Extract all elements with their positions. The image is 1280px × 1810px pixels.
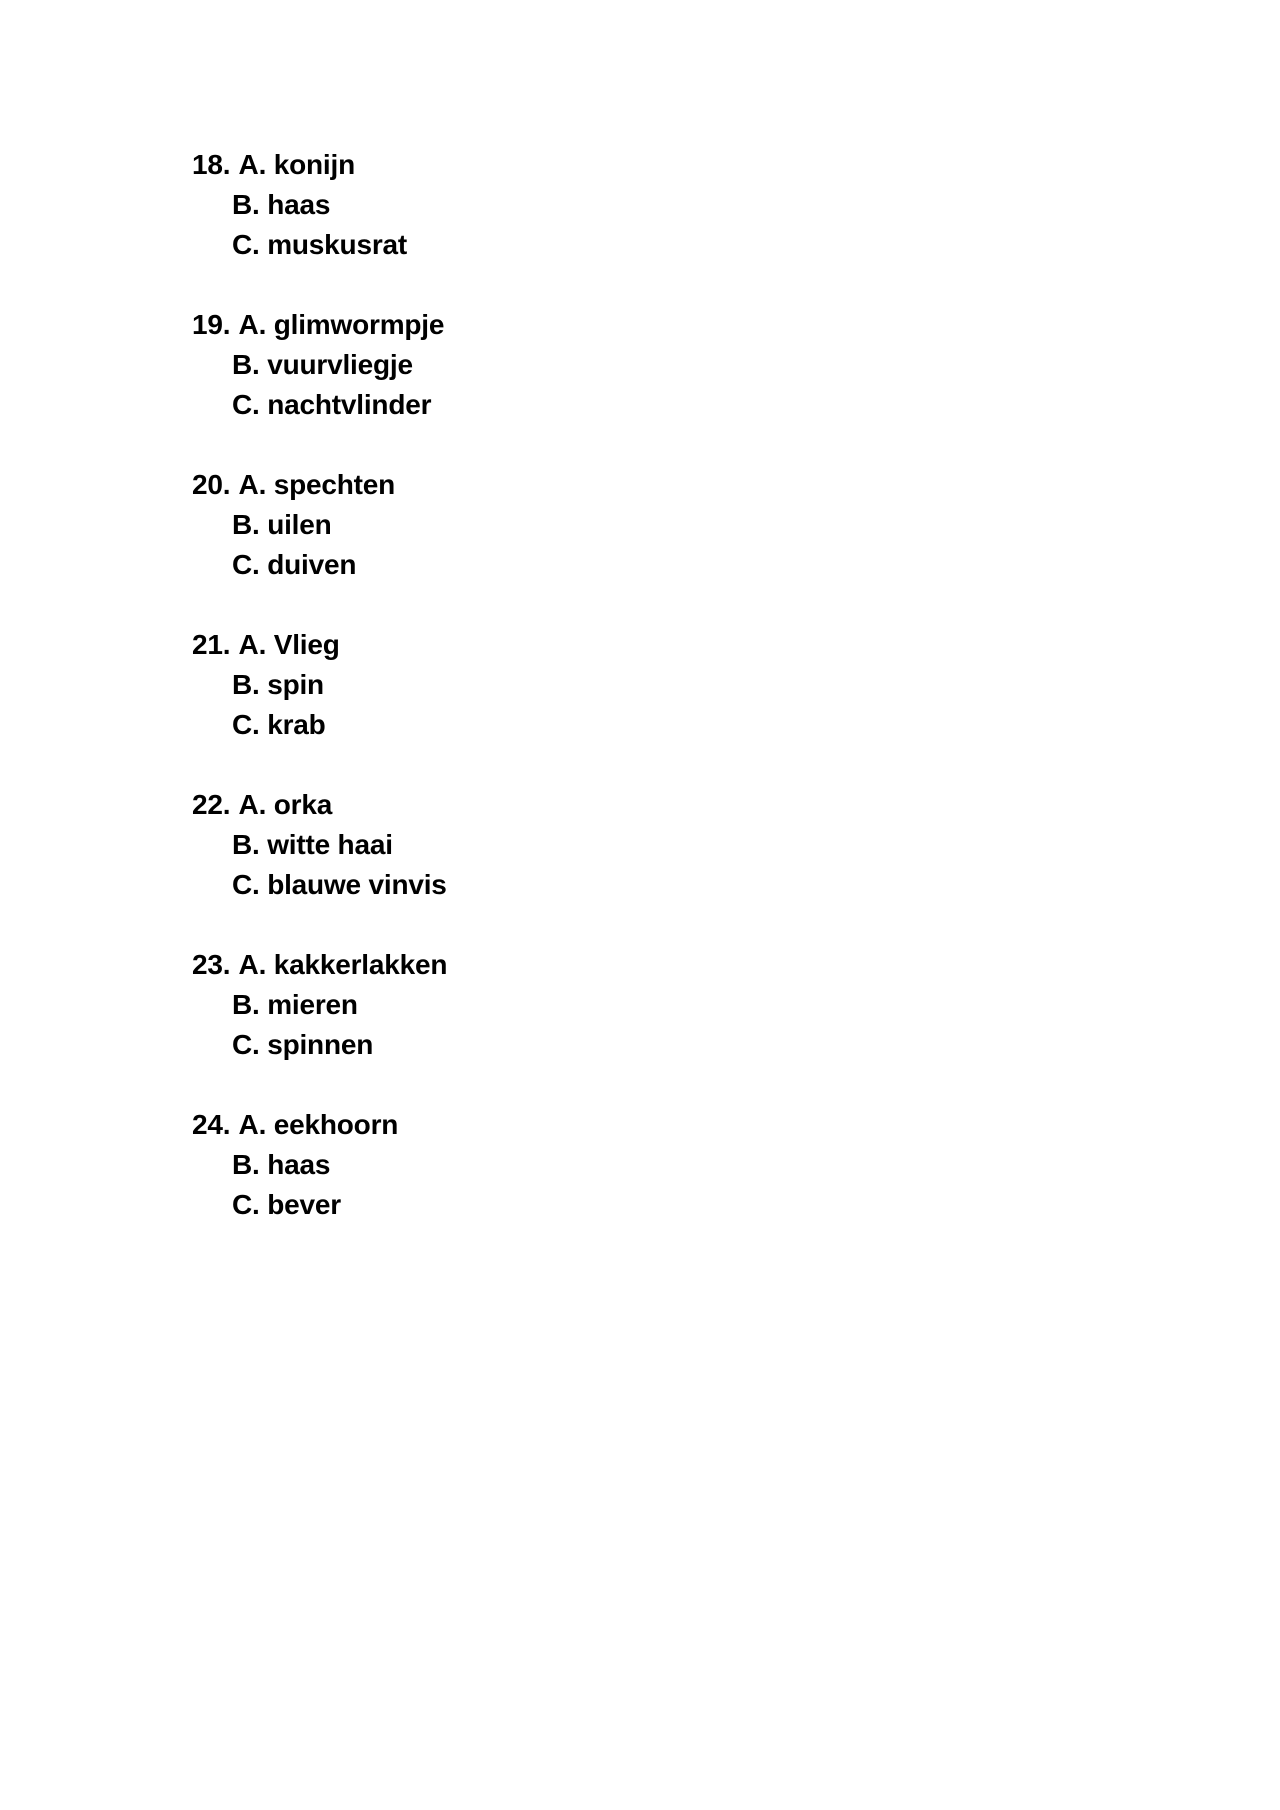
question-24	[192, 1105, 1092, 1225]
question-number: 24.	[192, 1109, 231, 1140]
option-letter: B.	[232, 989, 260, 1020]
option-text: mieren	[267, 989, 358, 1020]
option-a	[192, 945, 1092, 985]
option-text: duiven	[267, 549, 357, 580]
option-letter: A.	[238, 949, 267, 980]
question-number: 23.	[192, 949, 231, 980]
option-letter: C.	[232, 869, 260, 900]
option-text: muskusrat	[267, 229, 408, 260]
question-number: 18.	[192, 149, 231, 180]
option-letter: B.	[232, 669, 260, 700]
option-letter: B.	[232, 349, 260, 380]
option-c	[192, 705, 1092, 745]
option-letter: C.	[232, 549, 260, 580]
option-text: Vlieg	[273, 629, 340, 660]
option-letter: C.	[232, 229, 260, 260]
option-text: bever	[267, 1189, 341, 1220]
question-18	[192, 145, 1092, 265]
option-text: spin	[267, 669, 324, 700]
option-text: glimwormpje	[273, 309, 445, 340]
option-text: blauwe vinvis	[267, 869, 447, 900]
option-text: spechten	[273, 469, 396, 500]
question-20	[192, 465, 1092, 585]
option-letter: C.	[232, 1189, 260, 1220]
option-a	[192, 305, 1092, 345]
option-letter: A.	[238, 469, 267, 500]
option-b	[192, 825, 1092, 865]
option-text: spinnen	[267, 1029, 374, 1060]
option-letter: A.	[238, 149, 267, 180]
option-text: konijn	[273, 149, 355, 180]
option-text: haas	[267, 189, 331, 220]
option-letter: C.	[232, 1029, 260, 1060]
option-letter: B.	[232, 189, 260, 220]
option-a	[192, 785, 1092, 825]
question-22	[192, 785, 1092, 905]
option-letter: C.	[232, 389, 260, 420]
question-19	[192, 305, 1092, 425]
question-number: 19.	[192, 309, 231, 340]
question-number: 22.	[192, 789, 231, 820]
option-b	[192, 985, 1092, 1025]
option-letter: B.	[232, 509, 260, 540]
option-c	[192, 225, 1092, 265]
option-c	[192, 385, 1092, 425]
option-a	[192, 1105, 1092, 1145]
option-text: nachtvlinder	[267, 389, 432, 420]
option-c	[192, 545, 1092, 585]
option-b	[192, 345, 1092, 385]
question-21	[192, 625, 1092, 745]
option-b	[192, 665, 1092, 705]
option-letter: A.	[238, 789, 267, 820]
option-c	[192, 865, 1092, 905]
option-c	[192, 1185, 1092, 1225]
quiz-question-list	[192, 145, 1092, 1265]
option-b	[192, 1145, 1092, 1185]
option-letter: A.	[238, 309, 267, 340]
option-a	[192, 465, 1092, 505]
option-letter: A.	[238, 1109, 267, 1140]
option-letter: A.	[238, 629, 267, 660]
option-text: uilen	[267, 509, 332, 540]
option-text: orka	[273, 789, 333, 820]
option-text: eekhoorn	[273, 1109, 399, 1140]
option-b	[192, 185, 1092, 225]
option-b	[192, 505, 1092, 545]
question-23	[192, 945, 1092, 1065]
option-letter: B.	[232, 1149, 260, 1180]
option-a	[192, 145, 1092, 185]
option-text: kakkerlakken	[273, 949, 448, 980]
option-text: vuurvliegje	[267, 349, 413, 380]
option-a	[192, 625, 1092, 665]
option-text: krab	[267, 709, 326, 740]
option-c	[192, 1025, 1092, 1065]
option-letter: B.	[232, 829, 260, 860]
question-number: 20.	[192, 469, 231, 500]
option-text: witte haai	[267, 829, 393, 860]
option-text: haas	[267, 1149, 331, 1180]
question-number: 21.	[192, 629, 231, 660]
option-letter: C.	[232, 709, 260, 740]
